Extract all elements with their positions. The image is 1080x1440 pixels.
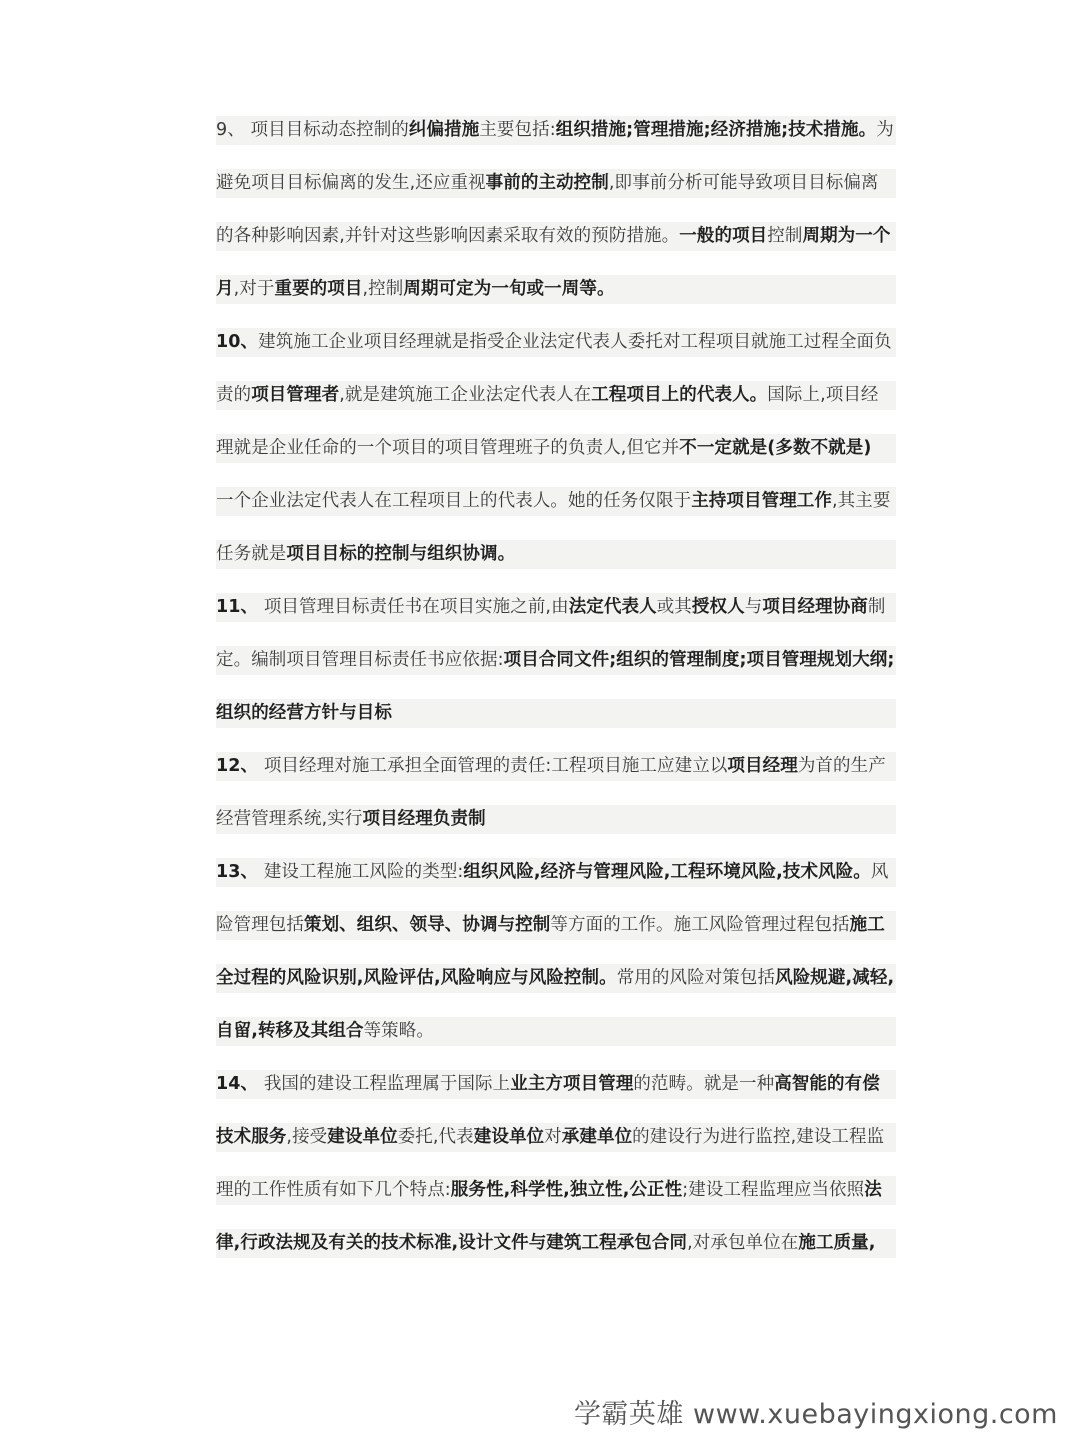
text-run: 项目管理目标责任书在项目实施之前,由 — [258, 597, 569, 617]
text-run: 9、 项目目标动态控制的 — [216, 120, 409, 140]
text-run: 建设工程施工风险的类型: — [258, 862, 464, 882]
paragraph — [216, 581, 896, 740]
bold-text: 项目合同文件;组织的管理制度;项目管理规划大纲; — [503, 650, 895, 670]
text-line — [216, 316, 896, 369]
bold-text: 11、 — [216, 597, 259, 617]
text-run: 的建设行为进行监控,建设工程监 — [632, 1127, 885, 1147]
bold-text: 项目经理 — [727, 756, 798, 776]
bold-text: 14、 — [216, 1074, 259, 1094]
bold-text: 建设单位 — [327, 1127, 398, 1147]
text-line — [216, 634, 896, 687]
text-line — [216, 687, 896, 740]
bold-text: 自留,转移及其组合 — [216, 1021, 364, 1041]
text-line — [216, 740, 896, 793]
text-run: 委托,代表 — [397, 1127, 474, 1147]
bold-text: 风险规避,减轻, — [775, 968, 895, 988]
text-run: 经营管理系统,实行 — [216, 809, 363, 829]
text-run: 或其 — [656, 597, 692, 617]
bold-text: 技术服务 — [216, 1127, 287, 1147]
text-line — [216, 369, 896, 422]
bold-text: 施工质量, — [798, 1233, 876, 1253]
text-line — [216, 157, 896, 210]
bold-text: 纠偏措施 — [408, 120, 480, 140]
text-run: 责的 — [216, 385, 252, 405]
text-run: 为 — [876, 120, 894, 140]
text-run: 项目经理对施工承担全面管理的责任:工程项目施工应建立以 — [258, 756, 728, 776]
bold-text: 10、 — [216, 332, 259, 352]
document-body — [216, 104, 896, 1270]
text-run: 等方面的工作。施工风险管理过程包括 — [550, 915, 850, 935]
text-run: 险管理包括 — [216, 915, 304, 935]
text-line — [216, 952, 896, 1005]
bold-text: 不一定就是(多数不就是) — [679, 438, 872, 458]
bold-text: 项目经理协商 — [762, 597, 868, 617]
text-line — [216, 1111, 896, 1164]
bold-text: 13、 — [216, 862, 259, 882]
bold-text: 组织风险,经济与管理风险,工程环境风险,技术风险。 — [463, 862, 871, 882]
bold-text: 法定代表人 — [568, 597, 657, 617]
text-line — [216, 475, 896, 528]
text-run: 的各种影响因素,并针对这些影响因素采取有效的预防措施。 — [216, 226, 680, 246]
text-run: 主要包括: — [479, 120, 556, 140]
bold-text: 项目经理负责制 — [362, 809, 486, 829]
bold-text: 承建单位 — [561, 1127, 633, 1147]
text-run: ;建设工程监理应当依照 — [682, 1180, 865, 1200]
paragraph — [216, 316, 896, 581]
text-run: 一个企业法定代表人在工程项目上的代表人。她的任务仅限于 — [216, 491, 692, 511]
bold-text: 组织的经营方针与目标 — [216, 703, 392, 723]
text-line — [216, 1058, 896, 1111]
bold-text: 法 — [864, 1180, 882, 1200]
text-run: 国际上,项目经 — [767, 385, 879, 405]
bold-text: 高智能的有偿 — [774, 1074, 880, 1094]
bold-text: 律,行政法规及有关的技术标准,设计文件与建筑工程承包合同 — [216, 1233, 688, 1253]
text-run: ,对承包单位在 — [687, 1233, 799, 1253]
text-line — [216, 581, 896, 634]
text-line — [216, 263, 896, 316]
bold-text: 月 — [216, 279, 234, 299]
paragraph — [216, 846, 896, 1058]
bold-text: 项目目标的控制与组织协调。 — [286, 544, 516, 564]
paragraph — [216, 740, 896, 846]
text-line — [216, 528, 896, 581]
text-run: ,对于 — [233, 279, 275, 299]
bold-text: 业主方项目管理 — [510, 1074, 634, 1094]
text-line — [216, 1164, 896, 1217]
text-line — [216, 1005, 896, 1058]
text-run: ,就是建筑施工企业法定代表人在 — [339, 385, 592, 405]
text-line — [216, 104, 896, 157]
bold-text: 服务性,科学性,独立性,公正性 — [450, 1180, 683, 1200]
bold-text: 事前的主动控制 — [485, 173, 609, 193]
text-line — [216, 846, 896, 899]
bold-text: 周期为一个 — [802, 226, 891, 246]
text-line — [216, 1217, 896, 1270]
text-line — [216, 210, 896, 263]
bold-text: 施工 — [849, 915, 885, 935]
text-run: 常用的风险对策包括 — [616, 968, 776, 988]
paragraph — [216, 1058, 896, 1270]
text-line — [216, 793, 896, 846]
text-run: 理的工作性质有如下几个特点: — [216, 1180, 451, 1200]
bold-text: 授权人 — [691, 597, 745, 617]
text-run: 定。编制项目管理目标责任书应依据: — [216, 650, 504, 670]
bold-text: 项目管理者 — [251, 385, 340, 405]
bold-text: 策划、组织、领导、协调与控制 — [304, 915, 551, 935]
text-run: 控制 — [767, 226, 803, 246]
text-run: 任务就是 — [216, 544, 287, 564]
text-run: 建筑施工企业项目经理就是指受企业法定代表人委托对工程项目就施工过程全面负 — [258, 332, 892, 352]
bold-text: 主持项目管理工作 — [691, 491, 833, 511]
text-run: 避免项目目标偏离的发生,还应重视 — [216, 173, 486, 193]
bold-text: 组织措施;管理措施;经济措施;技术措施。 — [555, 120, 877, 140]
text-run: 制 — [867, 597, 886, 617]
text-run: 理就是企业任命的一个项目的项目管理班子的负责人,但它并 — [216, 438, 680, 458]
text-line — [216, 422, 896, 475]
text-run: ,控制 — [362, 279, 404, 299]
watermark: 学霸英雄 www.xuebayingxiong.com — [573, 1399, 1058, 1430]
bold-text: 重要的项目 — [274, 279, 363, 299]
bold-text: 建设单位 — [473, 1127, 545, 1147]
text-run: ,其主要 — [832, 491, 891, 511]
paragraph — [216, 104, 896, 316]
text-run: ,即事前分析可能导致项目目标偏离 — [608, 173, 879, 193]
bold-text: 全过程的风险识别,风险评估,风险响应与风险控制。 — [216, 968, 617, 988]
bold-text: 一般的项目 — [679, 226, 768, 246]
text-run: 的范畴。就是一种 — [633, 1074, 775, 1094]
text-line — [216, 899, 896, 952]
text-run: 等策略。 — [363, 1021, 434, 1041]
text-run: 我国的建设工程监理属于国际上 — [258, 1074, 511, 1094]
text-run: 与 — [744, 597, 763, 617]
text-run: ,接受 — [286, 1127, 328, 1147]
text-run: 为首的生产 — [797, 756, 886, 776]
bold-text: 工程项目上的代表人。 — [591, 385, 768, 405]
text-run: 对 — [544, 1127, 562, 1147]
bold-text: 周期可定为一旬或一周等。 — [403, 279, 615, 299]
bold-text: 12、 — [216, 756, 259, 776]
text-run: 风 — [870, 862, 889, 882]
